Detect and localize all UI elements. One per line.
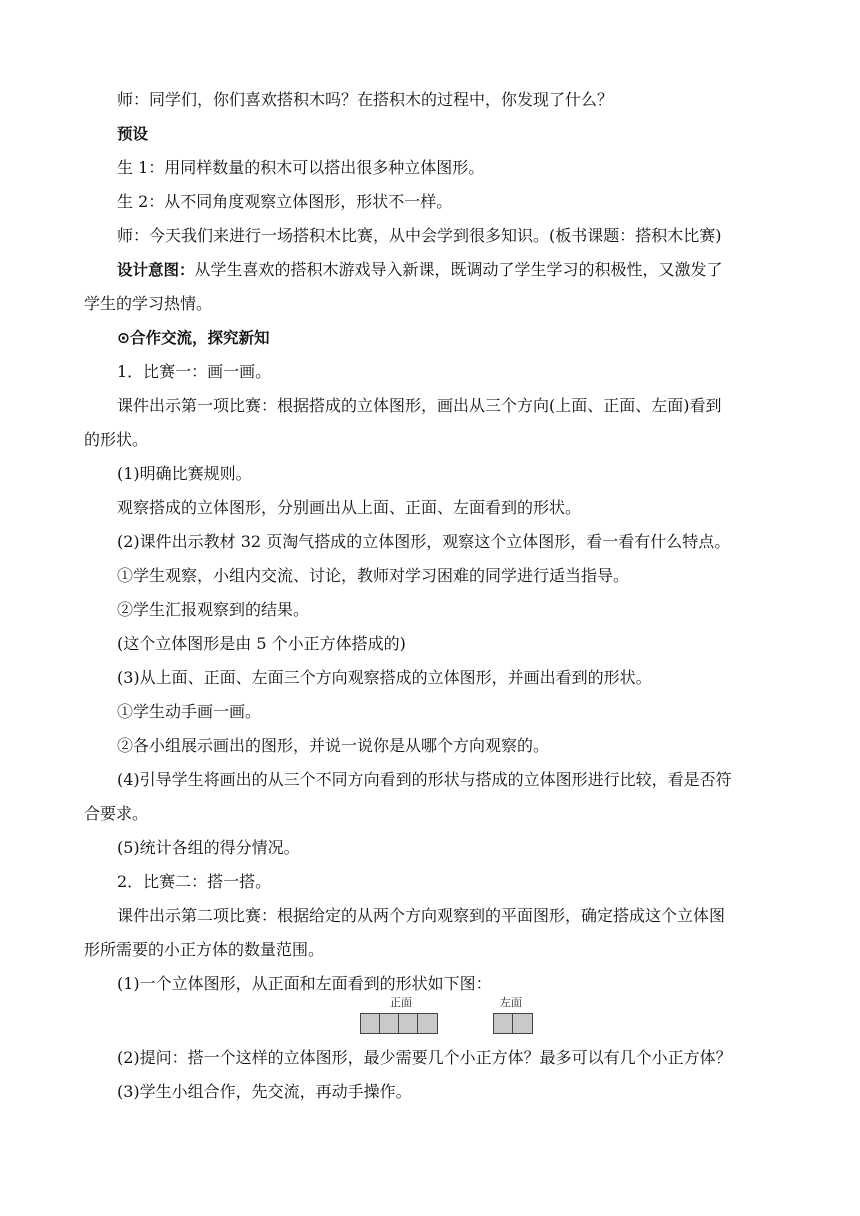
unit-square <box>494 1014 513 1033</box>
paragraph: 合要求。 <box>84 804 149 823</box>
views-figure <box>360 996 560 1040</box>
paragraph: 师：今天我们来进行一场搭积木比赛，从中会学到很多知识。(板书课题：搭积木比赛) <box>117 226 722 245</box>
paragraph: (4)引导学生将画出的从三个不同方向看到的形状与搭成的立体图形进行比较，看是否符 <box>117 770 732 789</box>
paragraph: (1)一个立体图形，从正面和左面看到的形状如下图： <box>117 974 492 993</box>
paragraph: (2)课件出示教材 32 页淘气搭成的立体图形，观察这个立体图形，看一看有什么特点。 <box>117 532 731 551</box>
paragraph: ①学生观察，小组内交流、讨论，教师对学习困难的同学进行适当指导。 <box>117 566 630 585</box>
paragraph: (这个立体图形是由 5 个小正方体搭成的) <box>117 634 406 653</box>
design-intent-label: 设计意图： <box>117 261 195 279</box>
left-view-label: 左面 <box>500 996 522 1009</box>
unit-square <box>399 1014 418 1033</box>
paragraph: 1．比赛一：画一画。 <box>117 362 272 381</box>
paragraph: ①学生动手画一画。 <box>117 702 262 721</box>
paragraph: (3)学生小组合作，先交流，再动手操作。 <box>117 1082 412 1101</box>
heading-preset: 预设 <box>117 125 149 143</box>
unit-square <box>513 1014 532 1033</box>
paragraph: 的形状。 <box>84 430 149 449</box>
paragraph: ②学生汇报观察到的结果。 <box>117 600 310 619</box>
front-view-squares <box>360 1013 438 1034</box>
design-intent-text: 从学生喜欢的搭积木游戏导入新课，既调动了学生学习的积极性，又激发了 <box>194 260 723 279</box>
design-intent <box>117 260 817 280</box>
paragraph: (5)统计各组的得分情况。 <box>117 838 300 857</box>
paragraph: 课件出示第二项比赛：根据给定的从两个方向观察到的平面图形，确定搭成这个立体图 <box>117 906 726 925</box>
paragraph: (3)从上面、正面、左面三个方向观察搭成的立体图形，并画出看到的形状。 <box>117 668 652 687</box>
paragraph: 课件出示第一项比赛：根据搭成的立体图形，画出从三个方向(上面、正面、左面)看到 <box>117 396 722 415</box>
paragraph: 观察搭成的立体图形，分别画出从上面、正面、左面看到的形状。 <box>117 498 582 517</box>
paragraph: 生 2：从不同角度观察立体图形，形状不一样。 <box>117 192 453 211</box>
left-view-squares <box>493 1013 533 1034</box>
paragraph: 生 1：用同样数量的积木可以搭出很多种立体图形。 <box>117 158 485 177</box>
paragraph: 2．比赛二：搭一搭。 <box>117 872 272 891</box>
paragraph: (1)明确比赛规则。 <box>117 464 252 483</box>
unit-square <box>361 1014 380 1033</box>
section-heading: ⊙合作交流，探究新知 <box>117 329 270 347</box>
paragraph: ②各小组展示画出的图形，并说一说你是从哪个方向观察的。 <box>117 736 550 755</box>
unit-square <box>380 1014 399 1033</box>
paragraph: (2)提问：搭一个这样的立体图形，最少需要几个小正方体？最多可以有几个小正方体？ <box>117 1048 732 1067</box>
paragraph: 师：同学们，你们喜欢搭积木吗？在搭积木的过程中，你发现了什么？ <box>117 90 614 109</box>
paragraph: 学生的学习热情。 <box>84 294 213 313</box>
unit-square <box>418 1014 437 1033</box>
front-view-label: 正面 <box>390 996 412 1009</box>
paragraph: 形所需要的小正方体的数量范围。 <box>84 940 325 959</box>
